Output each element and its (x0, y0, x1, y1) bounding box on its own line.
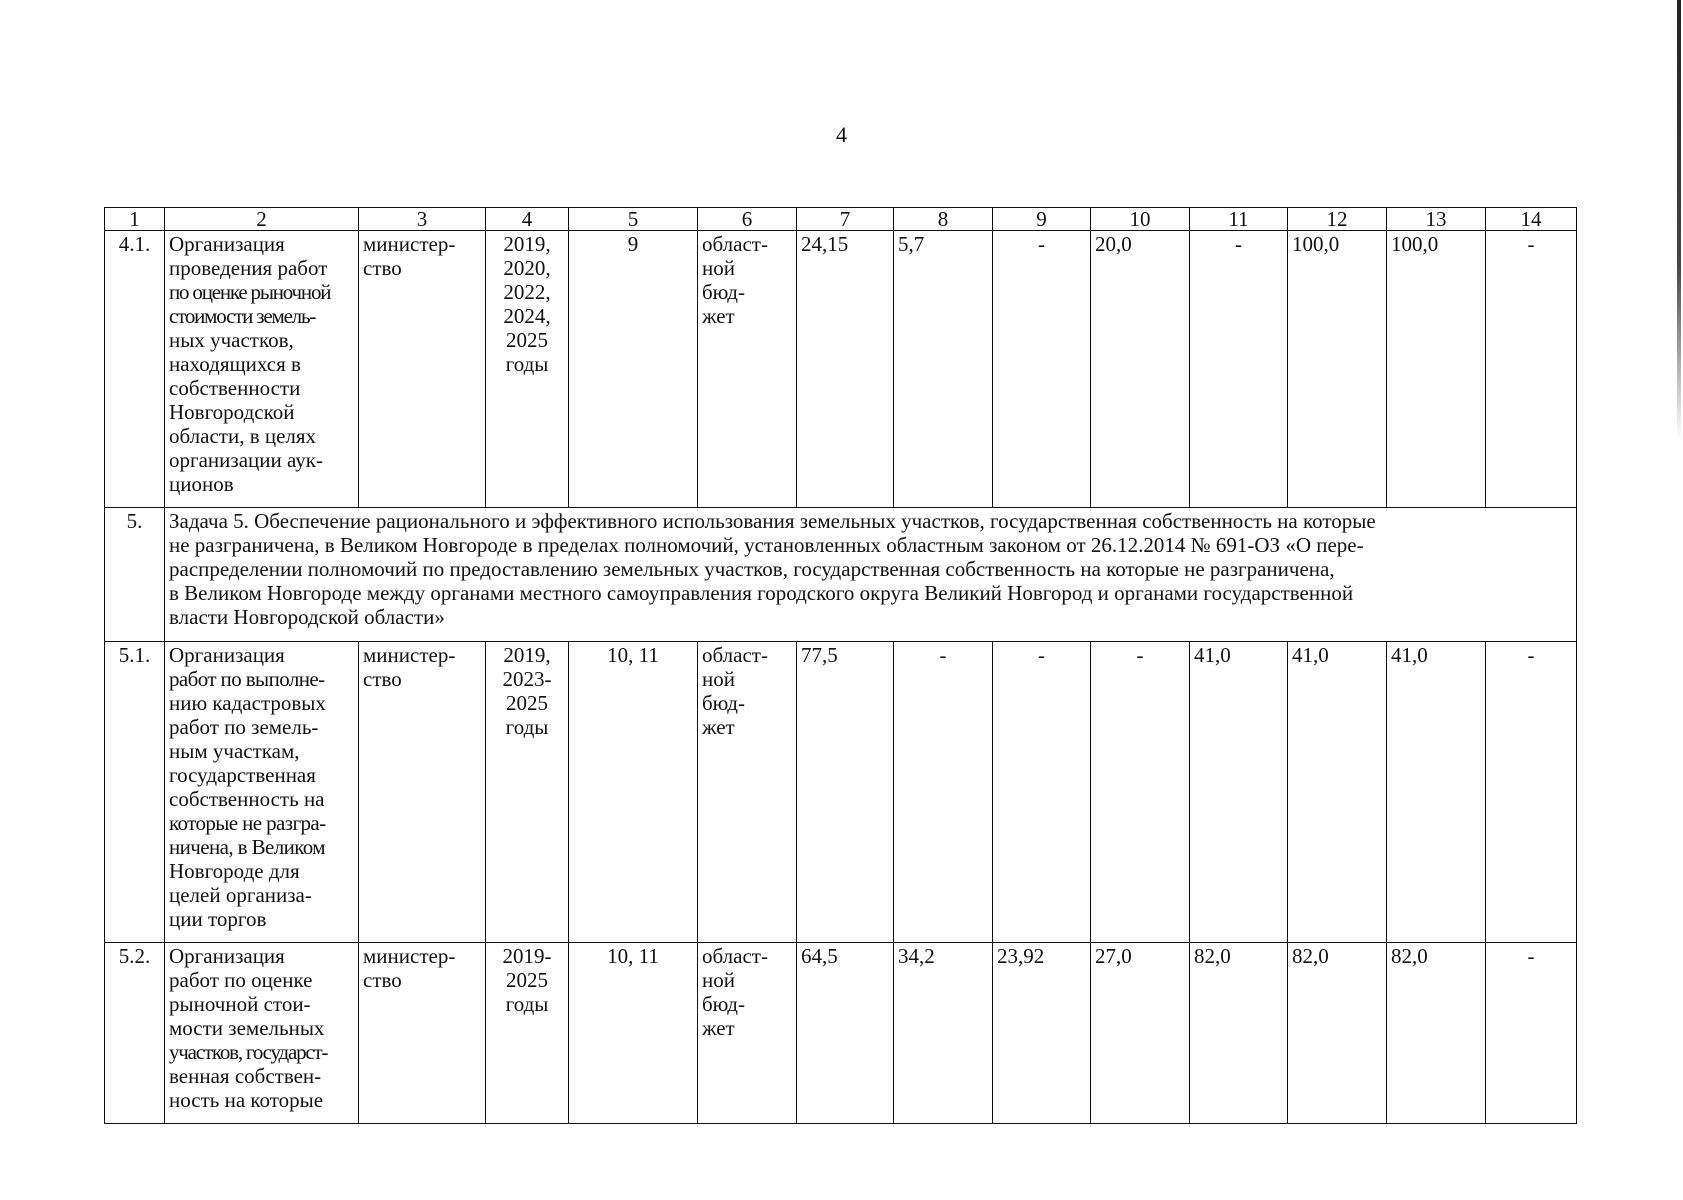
target-indicator: 9 (569, 231, 698, 508)
target-indicator: 10, 11 (569, 642, 698, 943)
text-line: мости земельных (169, 1016, 325, 1040)
value-cell: 82,0 (1387, 943, 1486, 1124)
text-line: собственность на (169, 787, 325, 811)
text-line: област- (702, 944, 768, 968)
measure-name (165, 943, 359, 1124)
value-cell: 77,5 (797, 642, 894, 943)
text-line: ность на которые (169, 1088, 324, 1112)
value-cell: - (1486, 231, 1577, 508)
text-line: участков, государст- (169, 1040, 328, 1064)
text-line: власти Новгородской области» (169, 605, 445, 629)
value-cell: - (1486, 642, 1577, 943)
column-number-cell: 8 (894, 208, 993, 231)
page-number: 4 (836, 122, 847, 147)
text-line: 2020, (503, 256, 551, 280)
text-line: Организация (169, 232, 285, 256)
text-line: 2019, (503, 232, 551, 256)
row-number: 5. (105, 508, 165, 642)
value-cell: 41,0 (1387, 642, 1486, 943)
text-line: ной (702, 256, 735, 280)
text-line: не разграничена, в Великом Новгороде в пределах полномочий, установленных областным законом от 26.12.2014 № 691-ОЗ «О пере- (169, 533, 1364, 557)
column-number-cell: 7 (797, 208, 894, 231)
text-line: Задача 5. Обеспечение рационального и эффективного использования земельных участков, государственная собственность на которые (169, 509, 1376, 533)
text-line: работ по выполне- (169, 667, 325, 691)
value-cell: 100,0 (1288, 231, 1387, 508)
text-line: организации аук- (169, 448, 323, 472)
text-line: 2024, (503, 304, 551, 328)
text-line: собственности (169, 376, 301, 400)
text-line: работ по оценке (169, 968, 313, 992)
text-line: 2019- (502, 944, 552, 968)
value-cell: 20,0 (1091, 231, 1190, 508)
text-line: бюд- (702, 992, 745, 1016)
value-cell: 41,0 (1190, 642, 1288, 943)
value-cell: - (993, 231, 1091, 508)
column-number-cell: 10 (1091, 208, 1190, 231)
text-line: област- (702, 232, 768, 256)
text-line: целей организа- (169, 883, 312, 907)
table-row-5-2 (105, 943, 1577, 1124)
text-line: годы (505, 352, 549, 376)
text-line: област- (702, 643, 768, 667)
value-cell: 82,0 (1288, 943, 1387, 1124)
value-cell: 23,92 (993, 943, 1091, 1124)
text-line: Новгороде для (169, 859, 300, 883)
column-number-header-row (105, 208, 1577, 231)
text-line: области, в целях (169, 424, 317, 448)
text-line: жет (702, 1016, 735, 1040)
text-line: распределении полномочий по предоставлению земельных участков, государственная собственность на которые не разграничена, (169, 557, 1335, 581)
years (486, 642, 569, 943)
column-number-cell: 6 (698, 208, 797, 231)
text-line: находящихся в (169, 352, 301, 376)
text-line: венная собствен- (169, 1064, 322, 1088)
text-line: ство (363, 667, 402, 691)
executor (359, 231, 486, 508)
value-cell: 64,5 (797, 943, 894, 1124)
years (486, 231, 569, 508)
text-line: годы (505, 992, 549, 1016)
text-line: ство (363, 968, 402, 992)
target-indicator: 10, 11 (569, 943, 698, 1124)
text-line: Организация (169, 643, 285, 667)
text-line: работ по земель- (169, 715, 319, 739)
text-line: по оценке рыночной (169, 280, 331, 304)
funding-source (698, 231, 797, 508)
value-cell: 5,7 (894, 231, 993, 508)
column-number-cell: 13 (1387, 208, 1486, 231)
table-row-4-1 (105, 231, 1577, 508)
text-line: министер- (363, 643, 456, 667)
column-number-cell: 5 (569, 208, 698, 231)
text-line: нию кадастровых (169, 691, 326, 715)
text-line: годы (505, 715, 549, 739)
value-cell: 34,2 (894, 943, 993, 1124)
text-line: 2025 (506, 691, 548, 715)
text-line: министер- (363, 944, 456, 968)
column-number-cell: 2 (165, 208, 359, 231)
program-table (104, 207, 1577, 1124)
text-line: ных участков, (169, 328, 294, 352)
value-cell: - (1091, 642, 1190, 943)
text-line: 2023- (502, 667, 552, 691)
text-line: государственная (169, 763, 316, 787)
value-cell: 82,0 (1190, 943, 1288, 1124)
value-cell: 27,0 (1091, 943, 1190, 1124)
column-number-cell: 3 (359, 208, 486, 231)
row-number: 4.1. (105, 231, 165, 508)
value-cell: 41,0 (1288, 642, 1387, 943)
text-line: ционов (169, 472, 234, 496)
text-line: Организация (169, 944, 285, 968)
funding-source (698, 642, 797, 943)
column-number-cell: 9 (993, 208, 1091, 231)
value-cell: - (894, 642, 993, 943)
column-number-cell: 12 (1288, 208, 1387, 231)
text-line: Новгородской (169, 400, 295, 424)
executor (359, 943, 486, 1124)
text-line: 2019, (503, 643, 551, 667)
task-description (165, 508, 1577, 642)
executor (359, 642, 486, 943)
column-number-cell: 14 (1486, 208, 1577, 231)
text-line: ции торгов (169, 907, 267, 931)
text-line: стоимости земель- (169, 304, 316, 328)
value-cell: 24,15 (797, 231, 894, 508)
text-line: министер- (363, 232, 456, 256)
text-line: рыночной стои- (169, 992, 311, 1016)
text-line: в Великом Новгороде между органами местного самоуправления городского округа Великий Новгород и органами государственной (169, 581, 1354, 605)
text-line: жет (702, 715, 735, 739)
column-number-cell: 11 (1190, 208, 1288, 231)
text-line: 2025 (506, 328, 548, 352)
years (486, 943, 569, 1124)
value-cell: - (1190, 231, 1288, 508)
column-number-cell: 4 (486, 208, 569, 231)
table-row-5-1 (105, 642, 1577, 943)
text-line: бюд- (702, 280, 745, 304)
text-line: ничена, в Великом (169, 835, 325, 859)
funding-source (698, 943, 797, 1124)
measure-name (165, 642, 359, 943)
row-number: 5.2. (105, 943, 165, 1124)
text-line: ство (363, 256, 402, 280)
value-cell: - (1486, 943, 1577, 1124)
scan-edge-mark (1677, 0, 1681, 440)
text-line: 2022, (503, 280, 551, 304)
text-line: 2025 (506, 968, 548, 992)
text-line: бюд- (702, 691, 745, 715)
measure-name (165, 231, 359, 508)
value-cell: 100,0 (1387, 231, 1486, 508)
text-line: жет (702, 304, 735, 328)
row-number: 5.1. (105, 642, 165, 943)
value-cell: - (993, 642, 1091, 943)
text-line: которые не разгра- (169, 811, 326, 835)
text-line: проведения работ (169, 256, 328, 280)
task-row-5 (105, 508, 1577, 642)
column-number-cell: 1 (105, 208, 165, 231)
text-line: ной (702, 968, 735, 992)
text-line: ным участкам, (169, 739, 300, 763)
text-line: ной (702, 667, 735, 691)
